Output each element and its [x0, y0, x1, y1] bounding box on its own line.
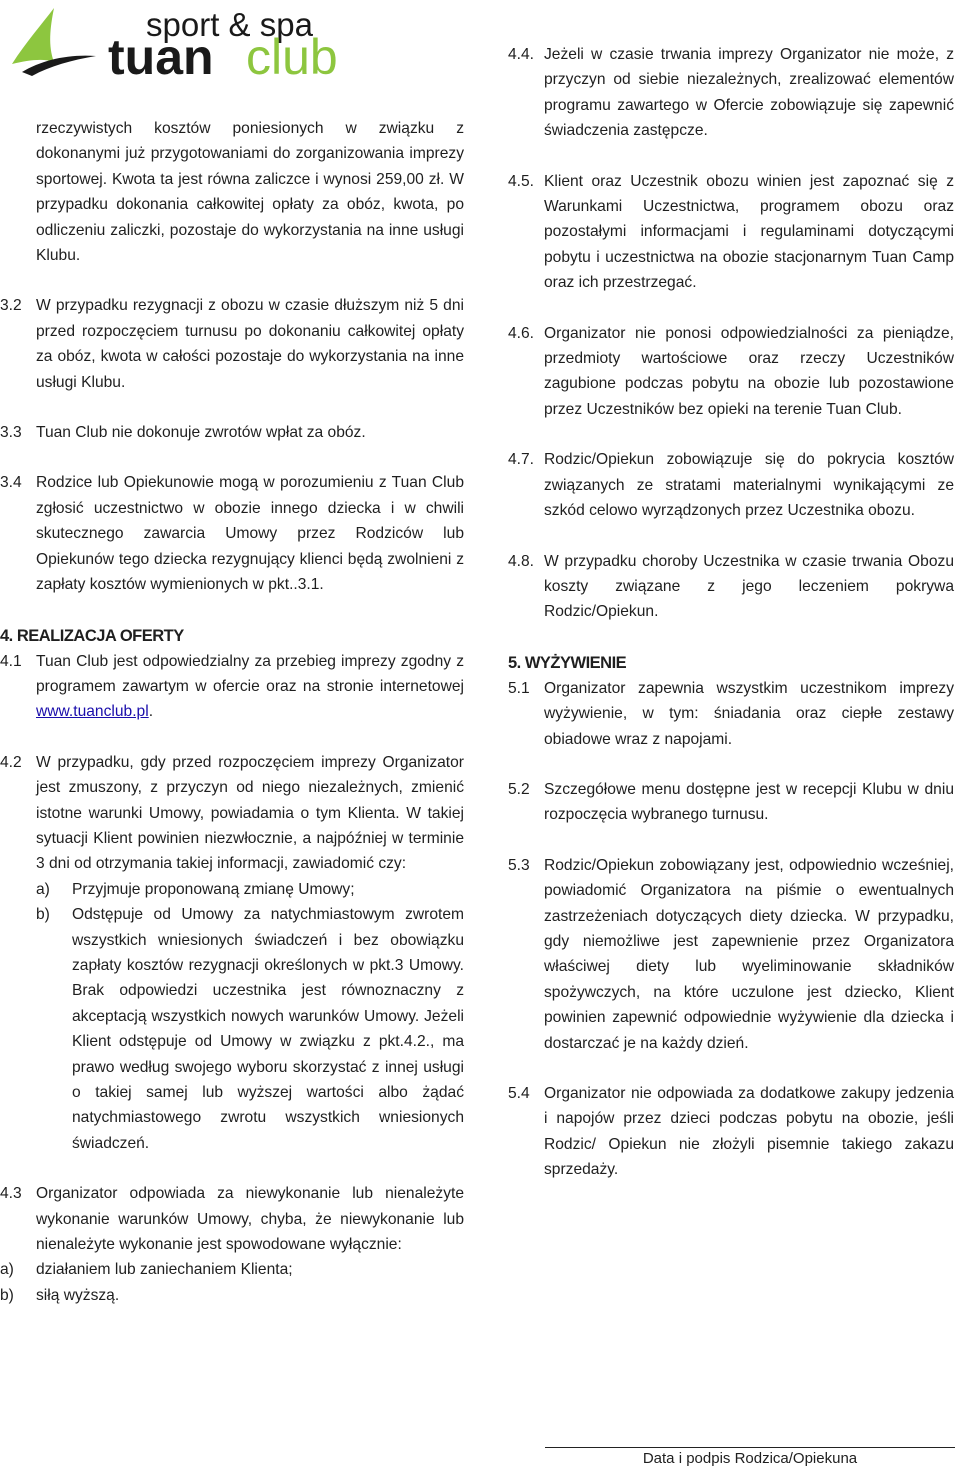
section-5-4: [508, 1081, 954, 1183]
section-4-6: [508, 321, 954, 423]
section-4-1: [0, 649, 464, 725]
section-text: W przypadku choroby Uczestnika w czasie trwania Obozu koszty związane z jego leczeniem pokrywa Rodzic/Opiekun.: [544, 552, 954, 621]
section-text: Jeżeli w czasie trwania imprezy Organizator nie może, z przyczyn od siebie niezależnych, zrealizować elementów programu zawartego w Ofercie zobowiązuje się zapewnić świadczenia zastępcze.: [544, 46, 954, 140]
section-text: Tuan Club nie dokonuje zwrotów wpłat za obóz.: [36, 424, 366, 442]
logo-word-bold: tuan: [108, 29, 214, 84]
section-number: 4.2: [0, 753, 22, 771]
section-text: Rodzice lub Opiekunowie mogą w porozumieniu z Tuan Club zgłosić uczestnictwo w obozie innego dziecka i w chwili skutecznego zawarcia Umowy przez Rodziców lub Opiekunów tego dziecka rezygnujący klienci będą zwolnieni z zapłaty kosztów wymienionych w pkt..3.1.: [36, 474, 464, 594]
section-number: 4.7.: [508, 451, 535, 469]
section-text: Rodzic/Opiekun zobowiązuje się do pokrycia kosztów związanych ze stratami materialnymi wynikającymi ze szkód celowo wyrządzonych przez Uczestnika obozu.: [544, 451, 954, 520]
cause-a: [0, 1257, 464, 1282]
section-text: Organizator nie ponosi odpowiedzialności za pieniądze, przedmioty wartościowe oraz rzeczy Uczestników zagubione podczas pobytu na obozie lub pozostawione przez Uczestników bez opieki na terenie Tuan Club.: [544, 324, 954, 418]
section-text: Organizator nie odpowiada za dodatkowe zakupy jedzenia i napojów przez dzieci podczas pobytu na obozie, jeśli Rodzic/ Opiekun nie złożyli pisemnie takiego zakazu sprzedaży.: [544, 1085, 954, 1179]
section-5-2: [508, 777, 954, 828]
section-3-2: [0, 293, 464, 395]
logo-line1: sport & spa: [146, 6, 313, 43]
cause-b: [0, 1283, 464, 1308]
section-number: 5.3: [508, 856, 530, 874]
section-4-4: [508, 42, 954, 144]
section-text: Tuan Club jest odpowiedzialny za przebieg imprezy zgodny z programem zawartym w ofercie oraz na stronie internetowej: [36, 652, 464, 695]
option-text: siłą wyższą.: [36, 1286, 120, 1304]
section-number: 5.4: [508, 1085, 530, 1102]
heading-wyzywienie: 5. WYŻYWIENIE: [508, 653, 627, 672]
paragraph-continued: rzeczywistych kosztów poniesionych w związku z dokonanymi już przygotowaniami do zorganizowania imprezy sportowej. Kwota ta jest równa zaliczce i wynosi 259,00 zł. W przypadku dokonania całkowitej opłaty za obóz, kwota, po odliczeniu zaliczki, pozostaje do wykorzystania na inne usługi Klubu.: [36, 120, 464, 265]
option-letter: a): [0, 1261, 14, 1279]
section-4-2: [0, 750, 464, 877]
logo-swoosh-icon: [12, 8, 54, 64]
section-text: Organizator zapewnia wszystkim uczestnikom imprezy wyżywienie, w tym: śniadania oraz ciepłe zestawy obiadowe wraz z napojami.: [544, 679, 954, 748]
section-text: W przypadku, gdy przed rozpoczęciem imprezy Organizator jest zmuszony, z przyczyn od niego niezależnych, zmienić istotne warunki Umowy, powiadamia o tym Klienta. W takiej sytuacji Klient powinien niezwłocznie, a najpóźniej w terminie 3 dni od otrzymania takiej informacji, zawiadomić czy:: [36, 753, 464, 873]
section-4-5: [508, 169, 954, 296]
section-number: 4.4.: [508, 46, 535, 63]
section-number: 4.1: [0, 652, 22, 670]
section-text: Szczegółowe menu dostępne jest w recepcji Klubu w dniu rozpoczęcia wybranego turnusu.: [544, 780, 954, 824]
option-letter: b): [0, 1286, 14, 1304]
option-a: [36, 877, 464, 902]
section-text: Klient oraz Uczestnik obozu winien jest zapoznać się z Warunkami Uczestnictwa, programem obozu oraz pozostałymi informacjami i regulaminami dotyczącymi pobytu i uczestnictwa na obozie stacjonarnym Tuan Camp oraz ich przestrzegać.: [544, 172, 954, 292]
section-number: 4.8.: [508, 552, 535, 570]
option-letter: b): [36, 906, 50, 924]
right-column: [508, 42, 954, 1183]
section-number: 3.2: [0, 297, 22, 315]
option-text: Przyjmuje proponowaną zmianę Umowy;: [72, 880, 355, 898]
section-number: 4.5.: [508, 172, 535, 190]
signature-label: Data i podpis Rodzica/Opiekuna: [642, 1450, 858, 1467]
section-3-3: [0, 420, 464, 445]
section-number: 3.4: [0, 474, 22, 492]
section-number: 4.3: [0, 1185, 22, 1203]
section-text: W przypadku rezygnacji z obozu w czasie dłuższym niż 5 dni przed rozpoczęciem turnusu po dokonaniu całkowitej opłaty za obóz, kwota w całości pozostaje do wykorzystania na inne usługi Klubu.: [36, 297, 464, 391]
heading-realizacja-oferty: 4. REALIZACJA OFERTY: [0, 626, 184, 645]
section-number: 3.3: [0, 424, 22, 442]
period: .: [148, 703, 154, 721]
section-5-1: [508, 676, 954, 752]
section-4-8: [508, 549, 954, 625]
section-number: 4.6.: [508, 324, 535, 342]
section-text: Organizator odpowiada za niewykonanie lub nienależyte wykonanie warunków Umowy, chyba, że niewykonanie lub nienależyte wykonanie jest spowodowane wyłącznie:: [36, 1185, 464, 1254]
signature-line: [545, 1447, 955, 1448]
option-text: Odstępuje od Umowy za natychmiastowym zwrotem wszystkich wniesionych świadczeń i bez obowiązku zapłaty kosztów rezygnacji określonych w pkt.3 Umowy. Brak odpowiedzi uczestnika jest równoznaczny z akceptacją wszystkich nowych warunków Umowy. Jeżeli Klient odstępuje od Umowy w związku z pkt.4.2., ma prawo według swojego wyboru skorzystać z innej usługi o takiej samej lub wyższej wartości albo żądać natychmiastowego zwrotu wszystkich wniesionych świadczeń.: [72, 906, 464, 1152]
section-5-3: [508, 853, 954, 1056]
section-3-4: [0, 470, 464, 597]
option-b: [36, 902, 464, 1156]
section-4-7: [508, 447, 954, 523]
left-column: [0, 116, 464, 1308]
section-text: Rodzic/Opiekun zobowiązany jest, odpowiednio wcześniej, powiadomić Organizatora na piśmie o ewentualnych zastrzeżeniach dotyczących diety dziecka. W przypadku, gdy niemożliwe jest zapewnienie przez Organizatora właściwej diety lub wyeliminowanie składników spożywczych, na które uczulone jest dziecko, Klient powinien zapewnić odpowiednie wyżywienie dla dziecka i dostarczać je na każdy dzień.: [544, 856, 954, 1052]
option-letter: a): [36, 880, 50, 898]
website-link[interactable]: www.tuanclub.pl: [36, 703, 149, 721]
tuan-club-logo: [8, 2, 408, 84]
section-number: 5.2: [508, 780, 530, 798]
section-4-3: [0, 1181, 464, 1257]
option-text: działaniem lub zaniechaniem Klienta;: [36, 1261, 293, 1279]
logo-word-light: club: [246, 29, 338, 84]
section-number: 5.1: [508, 679, 530, 697]
